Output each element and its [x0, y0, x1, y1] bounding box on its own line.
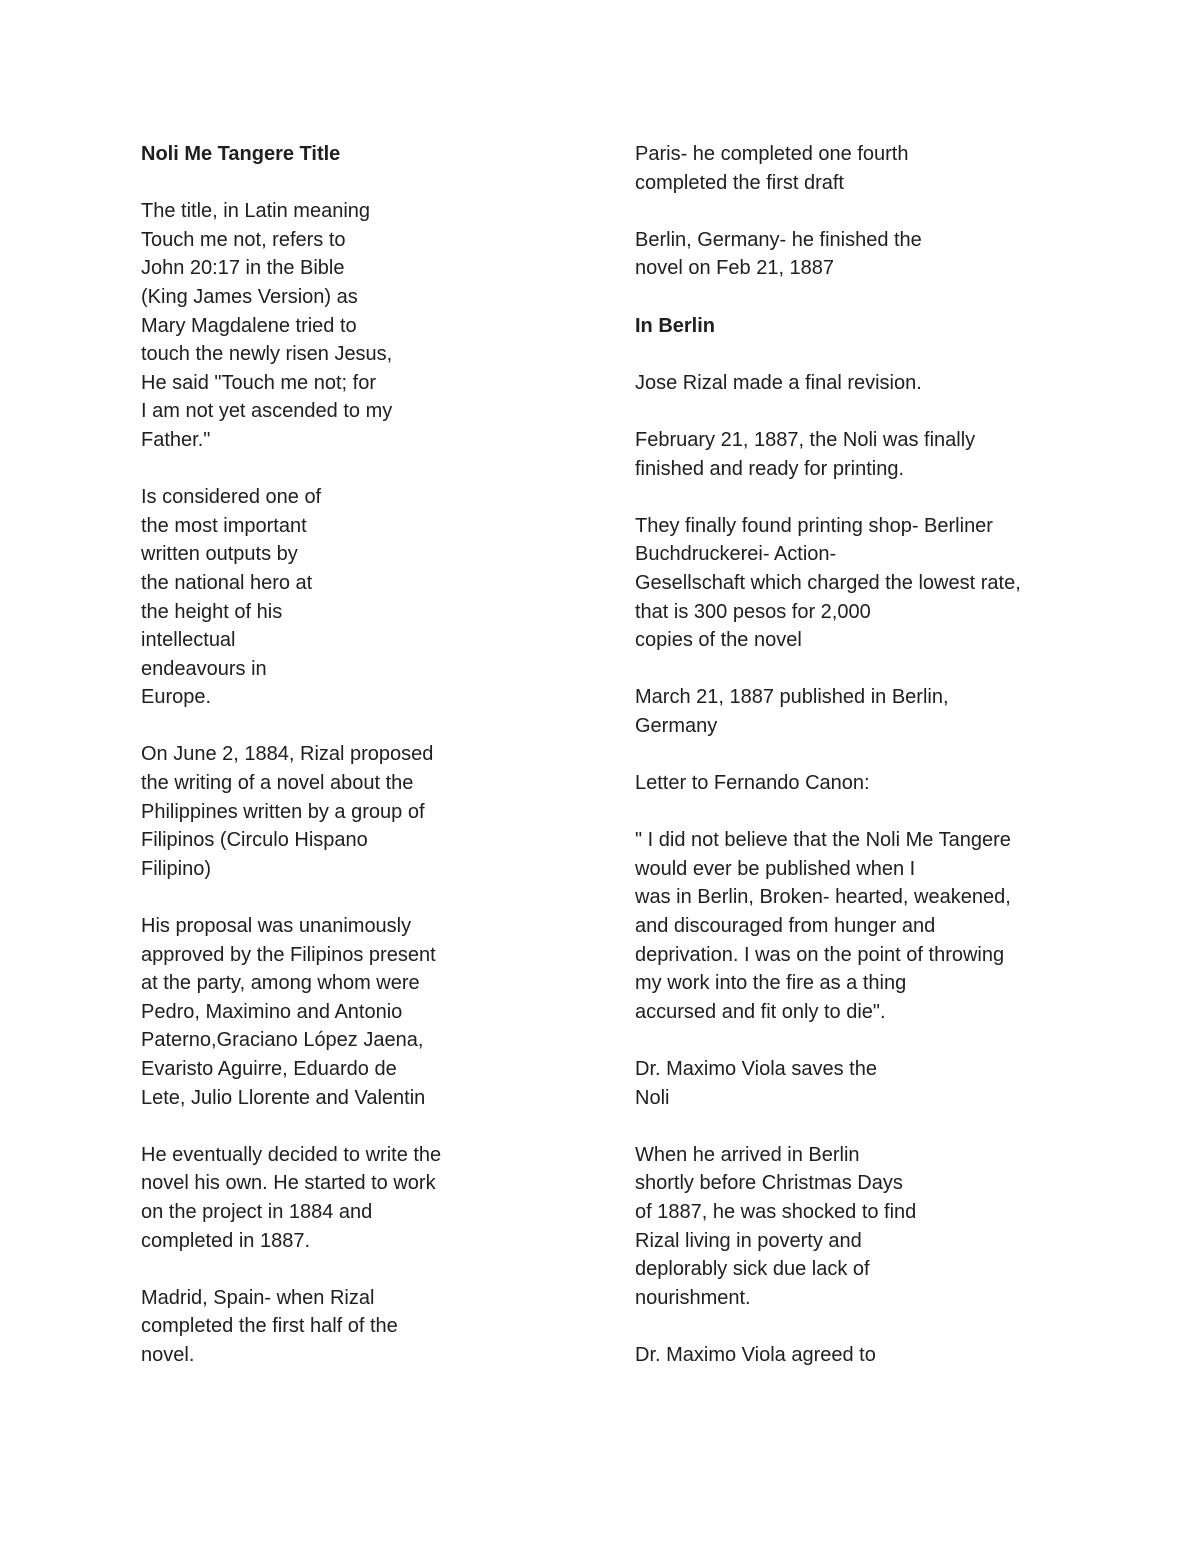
text-line: Berlin, Germany- he finished the: [635, 228, 922, 251]
text-line: approved by the Filipinos present: [141, 943, 436, 966]
right-column: [635, 140, 1075, 1398]
paragraph: [635, 426, 1075, 483]
text-line: The title, in Latin meaning: [141, 200, 371, 223]
text-line: endeavours in: [141, 657, 267, 680]
text-line: I am not yet ascended to my: [141, 400, 393, 423]
text-line: Europe.: [141, 686, 212, 709]
text-line: novel on Feb 21, 1887: [635, 257, 835, 280]
text-line: touch the newly risen Jesus,: [141, 343, 393, 366]
text-line: His proposal was unanimously: [141, 915, 412, 938]
paragraph: [141, 1284, 481, 1370]
text-line: He said "Touch me not; for: [141, 371, 376, 394]
text-line: nourishment.: [635, 1286, 751, 1309]
text-line: deprivation. I was on the point of throwing: [635, 943, 1005, 966]
text-line: They finally found printing shop- Berliner: [635, 514, 993, 537]
left-column: [141, 140, 481, 1398]
text-line: Germany: [635, 714, 718, 737]
paragraph: [141, 1141, 481, 1255]
text-line: Father.": [141, 428, 211, 451]
text-line: copies of the novel: [635, 629, 802, 652]
paragraph: [635, 1055, 1075, 1112]
text-line: my work into the fire as a thing: [635, 972, 907, 995]
text-line: Lete, Julio Llorente and Valentin: [141, 1086, 426, 1109]
text-line: Gesellschaft which charged the lowest rate,: [635, 571, 1021, 594]
text-line: on the project in 1884 and: [141, 1200, 373, 1223]
text-line: John 20:17 in the Bible: [141, 257, 345, 280]
text-line: Filipinos (Circulo Hispano: [141, 829, 368, 852]
text-line: the most important: [141, 514, 307, 537]
text-line: the national hero at: [141, 571, 313, 594]
text-line: Mary Magdalene tried to: [141, 314, 357, 337]
text-line: Is considered one of: [141, 486, 322, 509]
text-line: novel his own. He started to work: [141, 1172, 436, 1195]
text-line: would ever be published when I: [635, 857, 916, 880]
text-line: Paris- he completed one fourth: [635, 143, 909, 165]
text-line: that is 300 pesos for 2,000: [635, 600, 871, 623]
text-line: Buchdruckerei- Action-: [635, 543, 837, 566]
text-line: March 21, 1887 published in Berlin,: [635, 686, 949, 709]
text-line: and discouraged from hunger and: [635, 915, 936, 938]
text-line: the height of his: [141, 600, 283, 623]
text-line: was in Berlin, Broken- hearted, weakened,: [635, 886, 1011, 909]
paragraph: [141, 740, 481, 883]
text-line: Pedro, Maximino and Antonio: [141, 1000, 403, 1023]
text-line: Madrid, Spain- when Rizal: [141, 1286, 375, 1309]
text-line: of 1887, he was shocked to find: [635, 1200, 917, 1223]
paragraph: [635, 769, 1075, 798]
text-line: accursed and fit only to die".: [635, 1000, 886, 1023]
text-line: novel.: [141, 1343, 195, 1366]
text-line: shortly before Christmas Days: [635, 1172, 903, 1195]
section-heading-in-berlin: In Berlin: [635, 314, 716, 337]
paragraph: [141, 483, 481, 712]
paragraph: [635, 140, 1075, 197]
text-line: completed in 1887.: [141, 1229, 311, 1252]
paragraph: [635, 1141, 1075, 1313]
paragraph: [635, 369, 1075, 398]
text-line: Touch me not, refers to: [141, 228, 346, 251]
paragraph: [635, 512, 1075, 655]
text-line: intellectual: [141, 629, 236, 652]
text-line: Filipino): [141, 857, 212, 880]
text-line: " I did not believe that the Noli Me Tangere: [635, 829, 1011, 852]
text-line: February 21, 1887, the Noli was finally: [635, 428, 976, 451]
paragraph: [141, 197, 481, 454]
paragraph: [635, 826, 1075, 1026]
text-line: completed the first half of the: [141, 1315, 398, 1338]
text-line: written outputs by: [141, 543, 298, 566]
text-line: Jose Rizal made a final revision.: [635, 371, 922, 394]
paragraph: [635, 226, 1075, 283]
text-line: Evaristo Aguirre, Eduardo de: [141, 1058, 397, 1080]
section-heading-noli-title: Noli Me Tangere Title: [141, 143, 341, 165]
text-line: On June 2, 1884, Rizal proposed: [141, 743, 434, 766]
text-line: Rizal living in poverty and: [635, 1229, 862, 1252]
text-line: completed the first draft: [635, 171, 844, 194]
text-line: (King James Version) as: [141, 285, 358, 308]
paragraph: [635, 1341, 1075, 1370]
text-line: the writing of a novel about the: [141, 772, 414, 795]
text-line: Dr. Maximo Viola agreed to: [635, 1343, 876, 1366]
text-line: Dr. Maximo Viola saves the: [635, 1058, 877, 1080]
text-line: When he arrived in Berlin: [635, 1143, 860, 1166]
paragraph: [141, 912, 481, 1112]
text-line: finished and ready for printing.: [635, 457, 905, 480]
text-line: He eventually decided to write the: [141, 1143, 442, 1166]
text-line: Letter to Fernando Canon:: [635, 772, 870, 795]
text-line: deplorably sick due lack of: [635, 1258, 870, 1281]
paragraph: [635, 683, 1075, 740]
text-line: at the party, among whom were: [141, 972, 420, 995]
text-line: Noli: [635, 1086, 670, 1109]
text-line: Philippines written by a group of: [141, 800, 425, 823]
text-line: Paterno,Graciano López Jaena,: [141, 1029, 424, 1052]
